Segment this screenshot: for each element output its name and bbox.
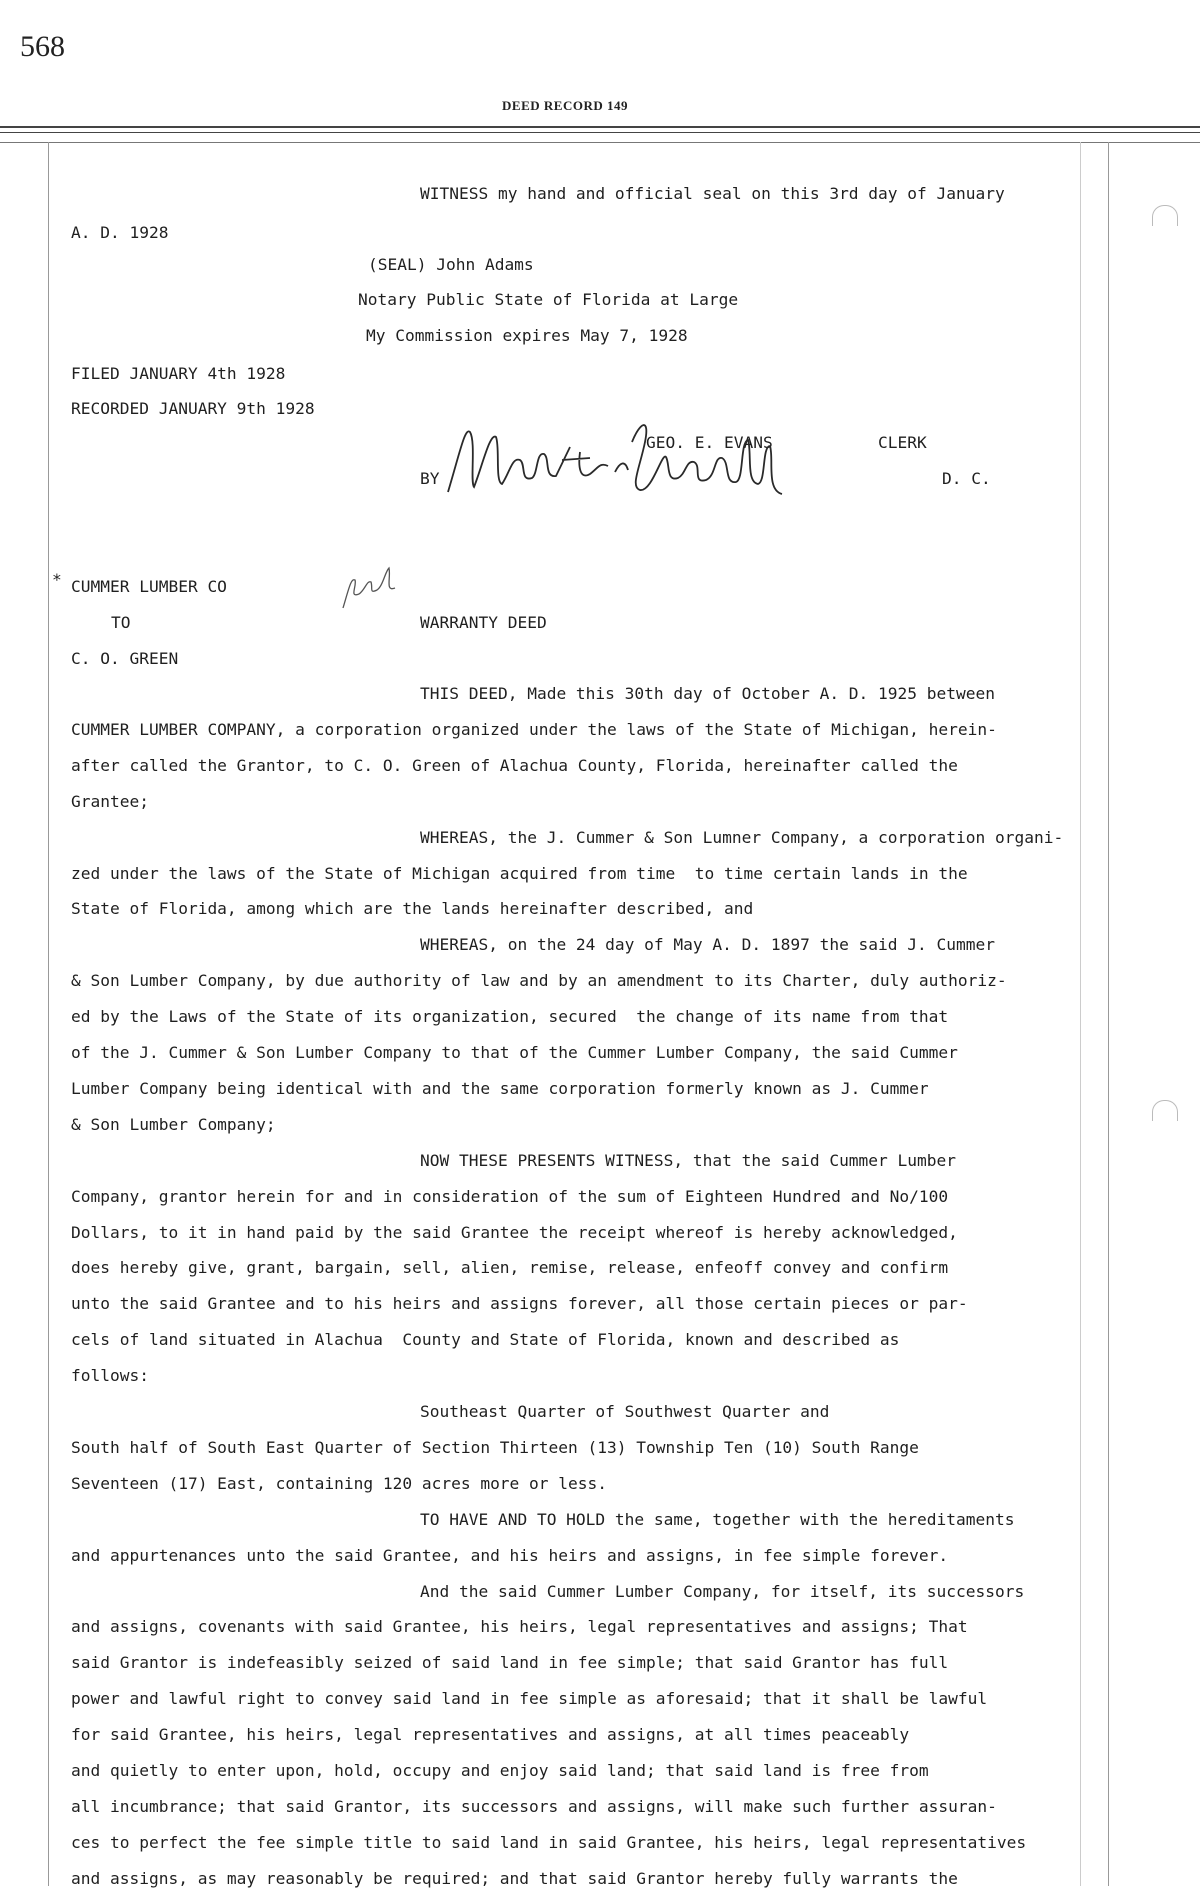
body-line: WHEREAS, the J. Cummer & Son Lumner Company, a corporation organi- [420,828,1064,847]
body-line: after called the Grantor, to C. O. Green of Alachua County, Florida, hereinafter called the [71,756,958,775]
grantor-name: CUMMER LUMBER CO [71,577,227,596]
deputy-clerk-label: D. C. [942,469,991,488]
by-label: BY [420,469,440,488]
body-line: ed by the Laws of the State of its organization, secured the change of its name from that [71,1007,949,1026]
body-line: and assigns, covenants with said Grantee, his heirs, legal representatives and assigns; That [71,1617,968,1636]
body-line: of the J. Cummer & Son Lumber Company to that of the Cummer Lumber Company, the said Cummer [71,1043,958,1062]
body-line: and quietly to enter upon, hold, occupy and enjoy said land; that said land is free from [71,1761,929,1780]
body-line: State of Florida, among which are the lands hereinafter described, and [71,899,754,918]
body-line: ces to perfect the fee simple title to said land in said Grantee, his heirs, legal representatives [71,1833,1027,1852]
body-line: follows: [71,1366,149,1385]
body-line: said Grantor is indefeasibly seized of said land in fee simple; that said Grantor has full [71,1653,949,1672]
recorded-date: RECORDED JANUARY 9th 1928 [71,399,315,418]
left-margin-line [48,142,49,1886]
right-margin-line [1080,142,1081,1886]
witness-line: WITNESS my hand and official seal on this 3rd day of January [420,184,1005,203]
body-line: does hereby give, grant, bargain, sell, alien, remise, release, enfeoff convey and confirm [71,1258,949,1277]
witness-year: A. D. 1928 [71,223,169,242]
to-label: TO [111,613,131,632]
right-margin-line [1108,142,1109,1886]
binding-hole-mark [1152,1100,1178,1121]
body-line: South half of South East Quarter of Section Thirteen (13) Township Ten (10) South Range [71,1438,919,1457]
deputy-clerk-signature [440,412,790,512]
body-line: cels of land situated in Alachua County and State of Florida, known and described as [71,1330,900,1349]
grantee-name: C. O. GREEN [71,649,179,668]
body-line: NOW THESE PRESENTS WITNESS, that the said Cummer Lumber [420,1151,957,1170]
body-line: all incumbrance; that said Grantor, its successors and assigns, will make such further assuran- [71,1797,997,1816]
body-line: and appurtenances unto the said Grantee, and his heirs and assigns, in fee simple forever. [71,1546,949,1565]
body-line: And the said Cummer Lumber Company, for itself, its successors [420,1582,1025,1601]
notary-title: Notary Public State of Florida at Large [358,290,739,309]
body-line: THIS DEED, Made this 30th day of October A. D. 1925 between [420,684,995,703]
clerk-title: CLERK [878,433,927,452]
body-line: power and lawful right to convey said land in fee simple as aforesaid; that it shall be lawful [71,1689,988,1708]
body-line: Dollars, to it in hand paid by the said Grantee the receipt whereof is hereby acknowledged, [71,1223,958,1242]
body-line: for said Grantee, his heirs, legal representatives and assigns, at all times peaceably [71,1725,910,1744]
deed-type: WARRANTY DEED [420,613,547,632]
notary-seal-name: (SEAL) John Adams [368,255,534,274]
handwritten-initials [335,558,405,613]
body-line: Southeast Quarter of Southwest Quarter and [420,1402,830,1421]
body-line: Seventeen (17) East, containing 120 acres more or less. [71,1474,608,1493]
margin-asterisk: * [52,570,62,589]
body-line: CUMMER LUMBER COMPANY, a corporation organized under the laws of the State of Michigan, herein- [71,720,997,739]
body-line: Grantee; [71,792,149,811]
header-rule [0,142,1200,143]
filed-date: FILED JANUARY 4th 1928 [71,364,286,383]
body-line: and assigns, as may reasonably be required; and that said Grantor hereby fully warrants the [71,1869,958,1888]
header-rule [0,126,1200,128]
body-line: WHEREAS, on the 24 day of May A. D. 1897 the said J. Cummer [420,935,995,954]
header-rule [0,132,1200,133]
notary-commission: My Commission expires May 7, 1928 [366,326,688,345]
binding-hole-mark [1152,205,1178,226]
clerk-name: GEO. E. EVANS [646,433,773,452]
page-number: 568 [20,30,65,63]
body-line: TO HAVE AND TO HOLD the same, together with the hereditaments [420,1510,1015,1529]
body-line: & Son Lumber Company; [71,1115,276,1134]
body-line: & Son Lumber Company, by due authority of law and by an amendment to its Charter, duly authoriz- [71,971,1007,990]
body-line: unto the said Grantee and to his heirs and assigns forever, all those certain pieces or par- [71,1294,968,1313]
body-line: Lumber Company being identical with and the same corporation formerly known as J. Cummer [71,1079,929,1098]
body-line: zed under the laws of the State of Michigan acquired from time to time certain lands in the [71,864,968,883]
body-line: Company, grantor herein for and in consideration of the sum of Eighteen Hundred and No/100 [71,1187,949,1206]
book-title: DEED RECORD 149 [502,98,628,113]
